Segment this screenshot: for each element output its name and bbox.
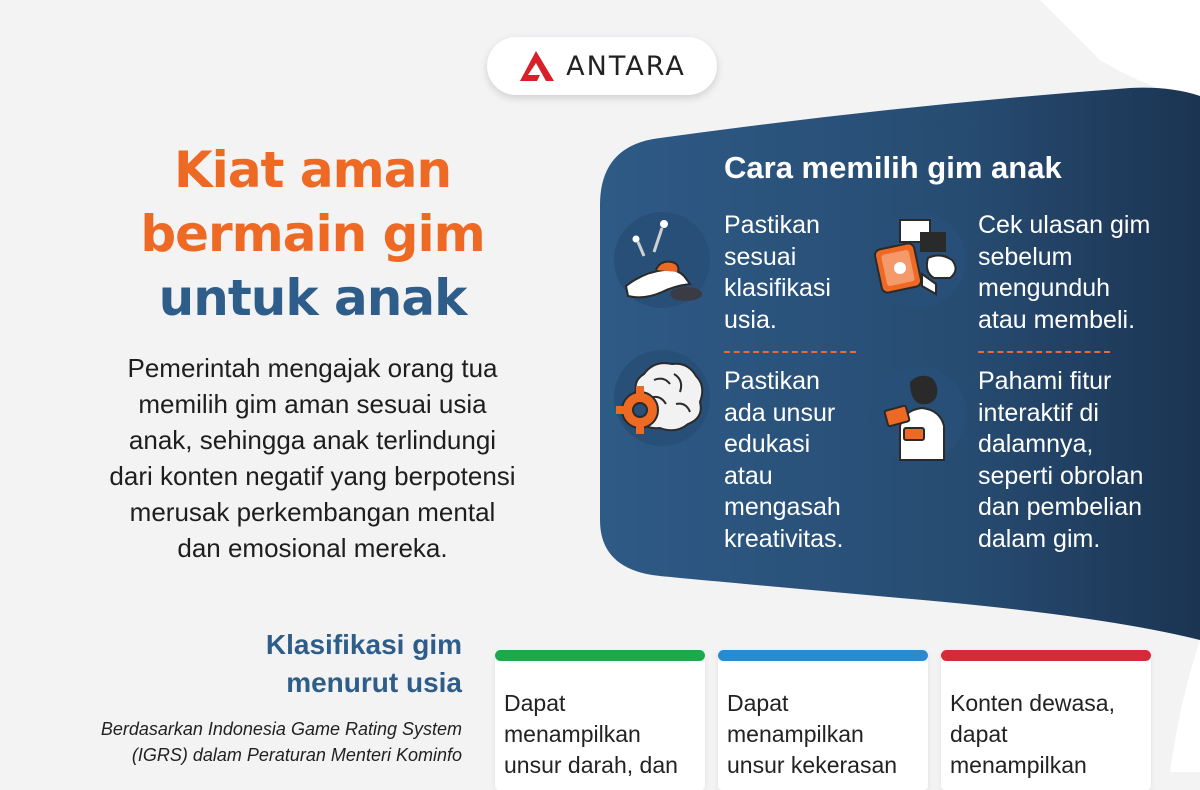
- divider: [724, 351, 856, 353]
- hand-gamepad-icon: [614, 212, 710, 308]
- classification-desc-line: Berdasarkan Indonesia Game Rating System: [100, 719, 462, 739]
- bottom-right-white-area: [1170, 640, 1200, 772]
- person-chat-icon: [870, 366, 966, 462]
- tip-line: Cek ulasan gim: [978, 211, 1151, 239]
- tip-line: mengasah: [724, 493, 841, 521]
- tip-line: atau: [724, 461, 773, 490]
- tip-line: sebelum: [978, 242, 1073, 271]
- divider: [978, 351, 1110, 353]
- panel-title: Cara memilih gim anak: [724, 150, 1062, 185]
- tip-line: mengunduh: [978, 274, 1111, 302]
- card-line: unsur kekerasan: [727, 752, 898, 778]
- tip-line: seperti obrolan: [978, 461, 1144, 490]
- intro-paragraph: [60, 350, 565, 566]
- tip-4: [978, 366, 1143, 555]
- rating-card: [718, 650, 928, 790]
- rating-card-bar-blue: [718, 650, 928, 661]
- tip-line: klasifikasi: [724, 274, 831, 302]
- brain-gear-icon-circle: [614, 350, 710, 446]
- tip-line: usia.: [724, 305, 777, 334]
- rating-card-text: [950, 688, 1115, 781]
- rating-card-bar-red: [941, 650, 1151, 661]
- intro-line: memilih gim aman sesuai usia: [138, 389, 487, 419]
- classification-description: [101, 716, 462, 768]
- rating-card-bar-green: [495, 650, 705, 661]
- phone-review-icon: [870, 212, 966, 308]
- card-line: Dapat: [504, 690, 566, 716]
- card-line: dapat: [950, 721, 1008, 747]
- tip-line: Pastikan: [724, 211, 820, 239]
- rating-card-text: [504, 688, 678, 781]
- tip-line: edukasi: [724, 430, 811, 458]
- card-line: Konten dewasa,: [950, 690, 1115, 716]
- title-line-3: untuk anak: [158, 269, 467, 327]
- tip-line: ada unsur: [724, 398, 836, 427]
- tip-line: Pahami fitur: [978, 367, 1112, 395]
- title-line-2: bermain gim: [140, 205, 485, 263]
- tip-3: [724, 366, 843, 555]
- brain-gear-icon: [614, 350, 710, 446]
- tip-line: dan pembelian: [978, 493, 1143, 521]
- tip-line: kreativitas.: [724, 524, 844, 553]
- antara-logo: [487, 37, 717, 95]
- card-line: unsur darah, dan: [504, 752, 678, 778]
- tip-2: [978, 210, 1150, 336]
- hand-gamepad-icon-circle: [614, 212, 710, 308]
- rating-card: [941, 650, 1151, 790]
- classification-title-line: Klasifikasi gim: [265, 629, 462, 660]
- classification-title-line: menurut usia: [286, 667, 462, 698]
- logo-text: ANTARA: [566, 50, 686, 82]
- card-line: Dapat: [727, 690, 789, 716]
- person-chat-icon-circle: [870, 366, 966, 462]
- card-line: menampilkan: [504, 721, 641, 747]
- intro-line: merusak perkembangan mental: [129, 497, 496, 527]
- rating-card: [495, 650, 705, 790]
- phone-review-icon-circle: [870, 212, 966, 308]
- intro-line: dari konten negatif yang berpotensi: [109, 461, 516, 491]
- intro-line: Pemerintah mengajak orang tua: [127, 353, 498, 383]
- intro-line: dan emosional mereka.: [177, 533, 448, 563]
- tip-line: atau membeli.: [978, 305, 1136, 334]
- tip-1: [724, 210, 831, 336]
- tip-line: interaktif di: [978, 398, 1099, 427]
- main-title: [60, 138, 565, 330]
- tip-line: dalam gim.: [978, 524, 1101, 553]
- card-line: menampilkan: [727, 721, 864, 747]
- classification-title: [266, 626, 462, 702]
- classification-desc-line: (IGRS) dalam Peraturan Menteri Kominfo: [131, 745, 462, 765]
- antara-logo-mark-icon: [518, 49, 556, 83]
- card-line: menampilkan: [950, 752, 1087, 778]
- tip-line: dalamnya,: [978, 430, 1094, 458]
- tip-line: sesuai: [724, 242, 797, 271]
- top-right-white-area: [1040, 0, 1200, 100]
- intro-line: anak, sehingga anak terlindungi: [128, 425, 497, 455]
- title-line-1: Kiat aman: [173, 141, 452, 199]
- rating-card-text: [727, 688, 897, 781]
- tip-line: Pastikan: [724, 367, 820, 395]
